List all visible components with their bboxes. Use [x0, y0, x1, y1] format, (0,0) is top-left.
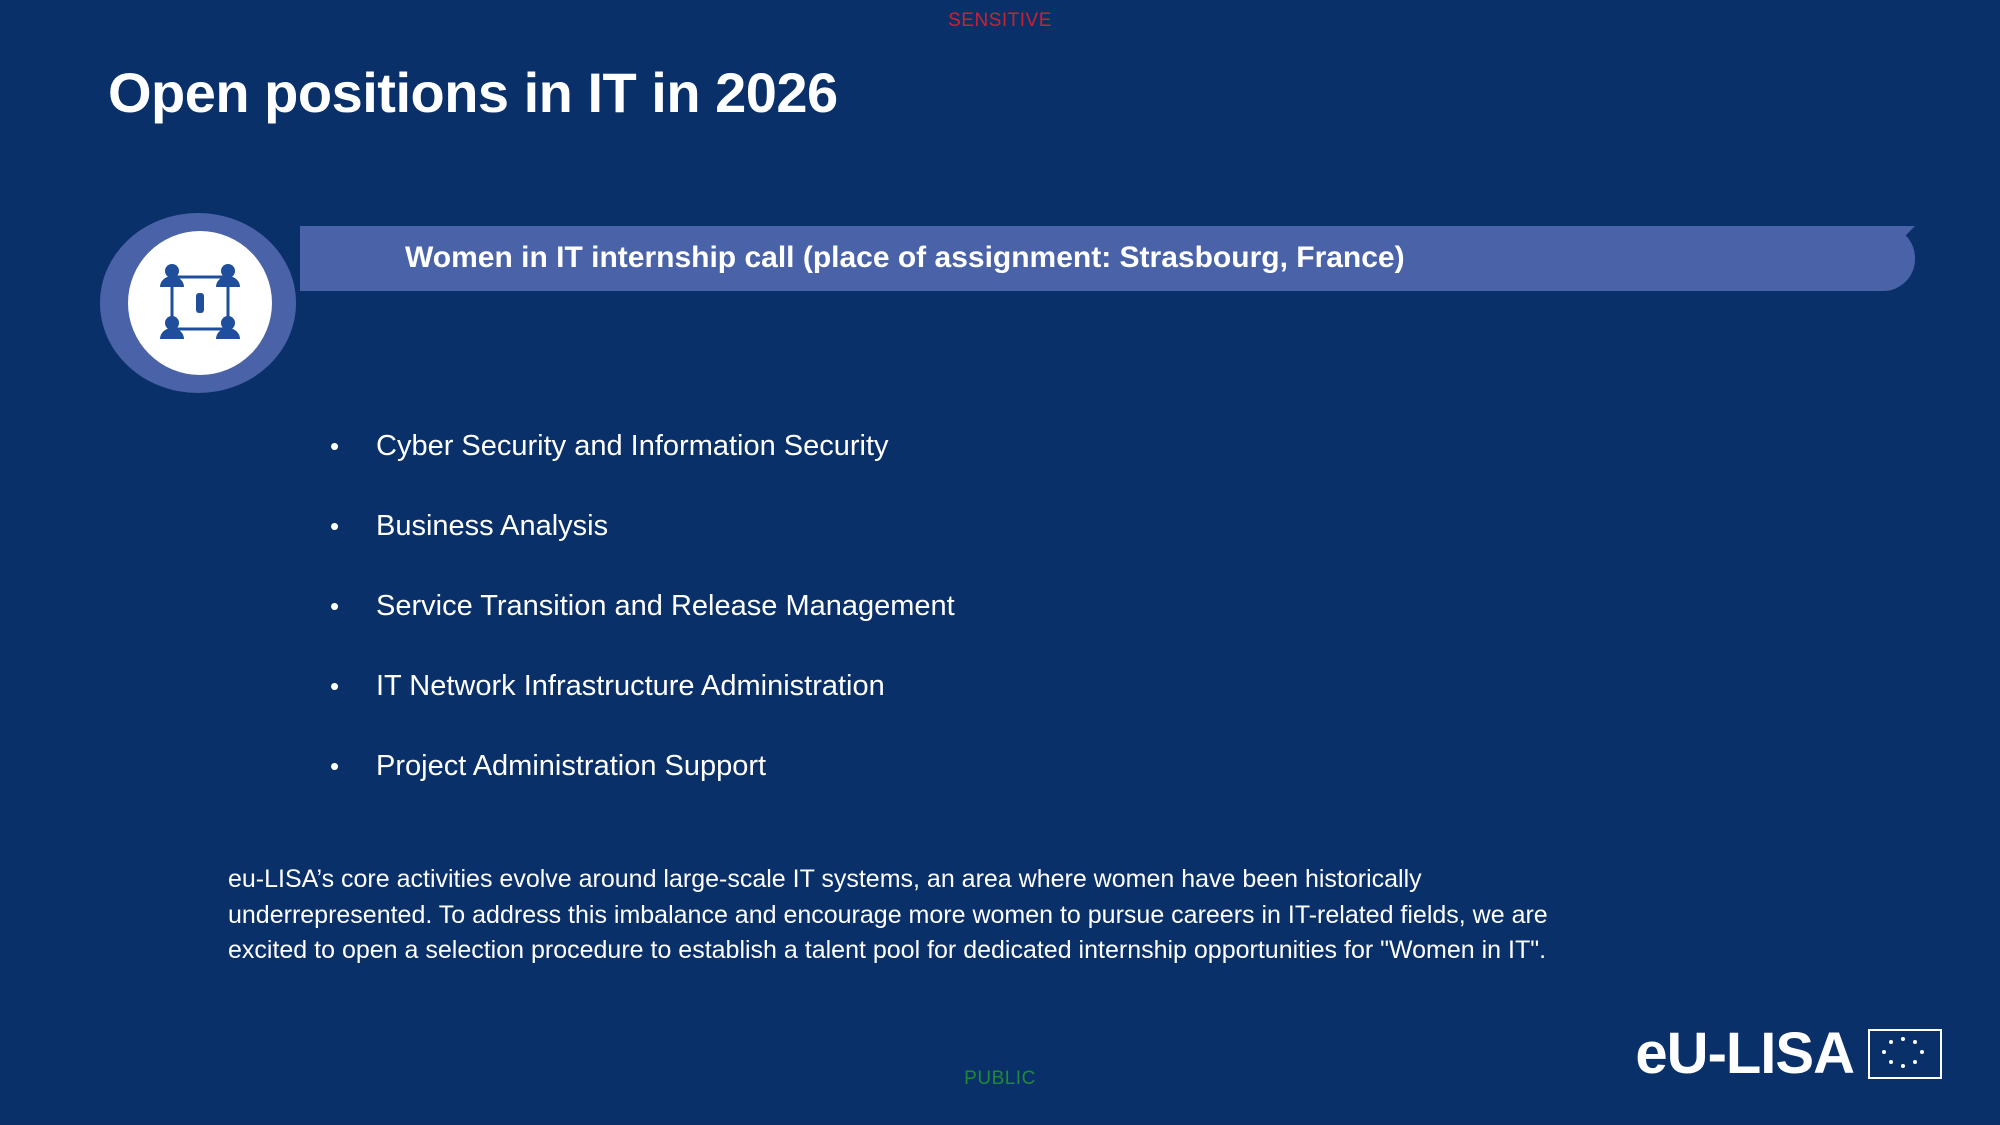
eu-flag-icon	[1868, 1029, 1942, 1079]
bullet-label: IT Network Infrastructure Administration	[376, 670, 885, 702]
list-item	[330, 430, 1630, 510]
bullet-marker: •	[330, 671, 340, 701]
banner-icon-container	[100, 213, 296, 393]
network-of-people-icon	[140, 243, 260, 363]
bullet-label: Project Administration Support	[376, 750, 767, 782]
body-paragraph: eu-LISA’s core activities evolve around large-scale IT systems, an area where women have been historically underrepresented. To address this imbalance and encourage more women to pursue careers in IT-related fields, we are excited to open a selection procedure to establish a talent pool for dedicated internship opportunities for "Women in IT".	[228, 865, 1548, 964]
bullet-marker: •	[330, 511, 340, 541]
banner-heading: Women in IT internship call (place of assignment: Strasbourg, France)	[405, 241, 1405, 274]
bullet-label: Business Analysis	[376, 510, 609, 542]
bullet-marker: •	[330, 751, 340, 781]
bullet-list	[330, 430, 1630, 830]
bullet-label: Service Transition and Release Management	[376, 590, 955, 622]
list-item	[330, 510, 1630, 590]
list-item	[330, 750, 1630, 830]
logo-text: eU-LISA	[1635, 1021, 1854, 1086]
page-title: Open positions in IT in 2026	[108, 61, 838, 124]
bullet-marker: •	[330, 591, 340, 621]
eu-lisa-logo	[1635, 1020, 1942, 1087]
banner	[100, 213, 1820, 343]
bullet-label: Cyber Security and Information Security	[376, 430, 889, 462]
classification-marking-bottom: PUBLIC	[964, 1068, 1036, 1089]
classification-marking-top: SENSITIVE	[948, 10, 1052, 31]
bullet-marker: •	[330, 431, 340, 461]
list-item	[330, 670, 1630, 750]
list-item	[330, 590, 1630, 670]
